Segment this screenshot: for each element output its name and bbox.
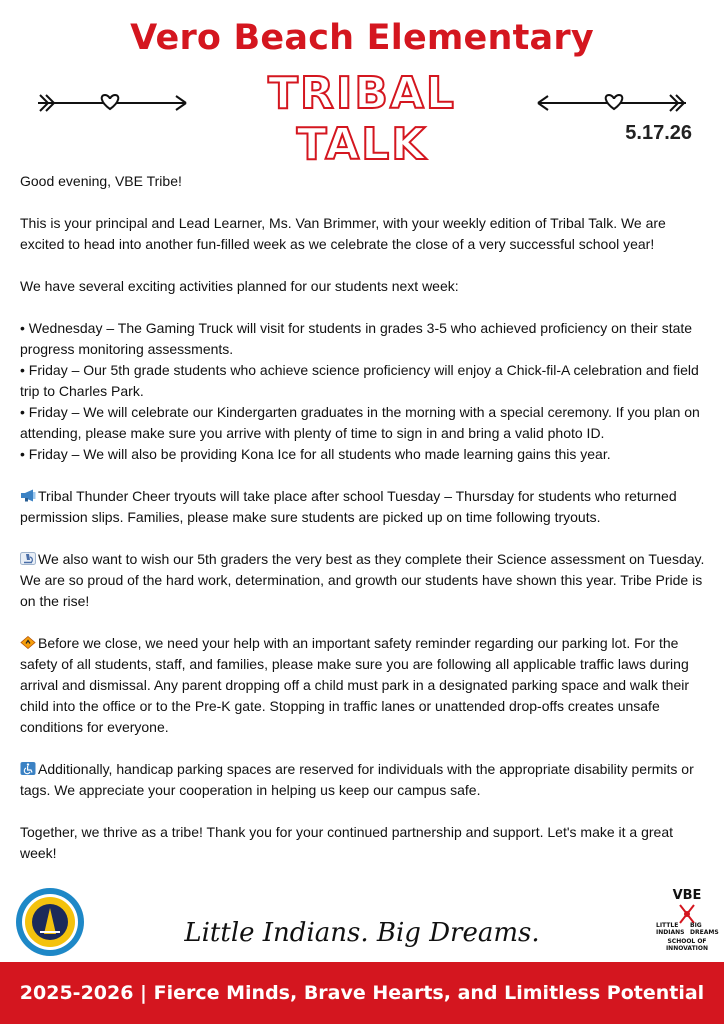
megaphone-icon [20, 489, 36, 502]
vbe-logo-line2: BIG DREAMS [690, 922, 719, 936]
list-item: • Friday – We will also be providing Kona Ice for all students who made learning gains this year. [20, 446, 611, 462]
handicap-paragraph [20, 759, 710, 801]
safety-paragraph [20, 633, 710, 738]
closing-paragraph: Together, we thrive as a tribe! Thank you for your continued partnership and support. Let's make it a great week! [20, 824, 674, 861]
activities-intro: We have several exciting activities planned for our students next week: [20, 278, 459, 294]
microscope-icon [20, 552, 36, 565]
activities-list [20, 318, 710, 465]
newsletter-body [20, 171, 710, 885]
warning-sign-icon [20, 636, 36, 649]
wheelchair-icon [20, 762, 36, 775]
vbe-logo [656, 888, 718, 950]
science-text: We also want to wish our 5th graders the very best as they complete their Science assessment on Tuesday. We are so proud of the hard work, determination, and growth our students have shown this year. Tribe Pride is on the rise! [20, 551, 705, 609]
footer-banner: 2025-2026 | Fierce Minds, Brave Hearts, and Limitless Potential [0, 962, 724, 1024]
list-item: • Friday – Our 5th grade students who achieve science proficiency will enjoy a Chick-fil-A celebration and field trip to Charles Park. [20, 362, 699, 399]
greeting: Good evening, VBE Tribe! [20, 173, 182, 189]
handicap-text: Additionally, handicap parking spaces are reserved for individuals with the appropriate disability permits or tags. We appreciate your cooperation in helping us keep our campus safe. [20, 761, 694, 798]
intro-paragraph: This is your principal and Lead Learner, Ms. Van Brimmer, with your weekly edition of Tribal Talk. We are excited to head into another fun-filled week as we celebrate the close of a very successful school year! [20, 215, 666, 252]
newsletter-title: TRIBAL TALK [268, 68, 456, 170]
cheer-paragraph [20, 486, 710, 528]
tagline: Little Indians. Big Dreams. [184, 918, 540, 948]
cheer-text: Tribal Thunder Cheer tryouts will take place after school Tuesday – Thursday for students who returned permission slips. Families, please make sure students are picked up on time following tryouts. [20, 488, 677, 525]
list-item: • Wednesday – The Gaming Truck will visit for students in grades 3-5 who achieved proficiency on their state progress monitoring assessments. [20, 320, 693, 357]
issue-date: 5.17.26 [625, 122, 692, 144]
vbe-logo-line3: SCHOOL OF INNOVATION [665, 938, 709, 952]
list-item: • Friday – We will celebrate our Kindergarten graduates in the morning with a special ceremony. If you plan on attending, please make sure you arrive with plenty of time to sign in and bring a valid photo ID. [20, 404, 700, 441]
vbe-logo-line1: LITTLE INDIANS [656, 922, 685, 936]
vbe-logo-text: VBE [672, 888, 702, 903]
right-arrow-heart-icon [536, 90, 688, 116]
school-name: Vero Beach Elementary [130, 18, 594, 58]
science-paragraph [20, 549, 710, 612]
left-arrow-heart-icon [36, 90, 188, 116]
safety-text: Before we close, we need your help with an important safety reminder regarding our parking lot. For the safety of all students, staff, and families, please make sure you are following all applicable traffic laws during arrival and dismissal. Any parent dropping off a child must park in a designated parking space and walk their child into the office or to the Pre-K gate. Stopping in traffic lanes or unattended drop-offs creates unsafe conditions for everyone. [20, 635, 690, 735]
